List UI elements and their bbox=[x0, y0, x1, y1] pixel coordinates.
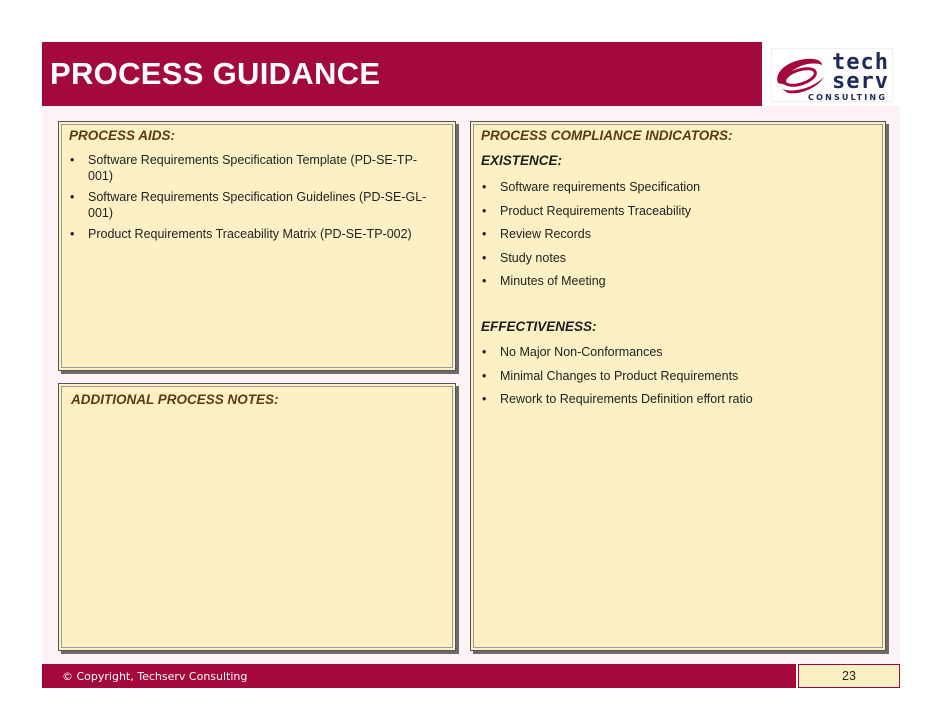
box-inner-border bbox=[61, 386, 453, 648]
logo-swirl-icon bbox=[772, 53, 828, 97]
bullet: • bbox=[482, 203, 487, 218]
bullet: • bbox=[70, 227, 75, 241]
list-item-text: Rework to Requirements Definition effort ratio bbox=[500, 392, 753, 406]
page-number: 23 bbox=[842, 669, 856, 683]
list-item bbox=[480, 226, 860, 242]
list-item bbox=[480, 344, 860, 360]
list-item-text: Study notes bbox=[500, 250, 567, 265]
effectiveness-heading: EFFECTIVENESS: bbox=[481, 319, 597, 334]
logo-text-tech: tech bbox=[832, 50, 889, 75]
copyright-text: © Copyright, Techserv Consulting bbox=[62, 670, 248, 683]
logo bbox=[763, 42, 900, 106]
logo-text-consulting: CONSULTING bbox=[808, 93, 888, 102]
existence-list bbox=[480, 179, 860, 297]
process-aids-box bbox=[58, 121, 456, 371]
process-aids-heading: PROCESS AIDS: bbox=[69, 128, 176, 143]
list-item-text: Minimal Changes to Product Requirements bbox=[500, 368, 739, 383]
list-item-text: Minutes of Meeting bbox=[500, 274, 606, 288]
effectiveness-list bbox=[480, 344, 860, 415]
bullet: • bbox=[482, 250, 487, 265]
list-item bbox=[480, 203, 860, 219]
title-bar bbox=[42, 42, 763, 106]
list-item-text: Software Requirements Specification Guidelines (PD-SE-GL- bbox=[88, 190, 427, 204]
compliance-heading: PROCESS COMPLIANCE INDICATORS: bbox=[481, 128, 733, 143]
list-item bbox=[68, 226, 448, 242]
list-item bbox=[68, 152, 448, 184]
compliance-indicators-box bbox=[470, 121, 886, 651]
additional-notes-heading: ADDITIONAL PROCESS NOTES: bbox=[71, 392, 279, 407]
bullet: • bbox=[482, 227, 487, 241]
list-item bbox=[480, 250, 860, 266]
list-item bbox=[480, 368, 860, 384]
bullet: • bbox=[70, 153, 75, 167]
list-item bbox=[480, 391, 860, 407]
list-item-text: Software Requirements Specification Template (PD-SE-TP- bbox=[88, 153, 418, 167]
list-item-text-continued: 001) bbox=[88, 169, 114, 183]
bullet: • bbox=[70, 190, 75, 204]
bullet: • bbox=[482, 274, 487, 288]
page-title: PROCESS GUIDANCE bbox=[50, 56, 381, 91]
list-item-text: Review Records bbox=[500, 227, 592, 241]
logo-frame bbox=[771, 48, 893, 102]
bullet: • bbox=[482, 368, 487, 383]
list-item bbox=[480, 179, 860, 195]
list-item-text: Software requirements Specification bbox=[500, 180, 701, 194]
page-number-box bbox=[798, 664, 900, 688]
logo-text-serv: serv bbox=[832, 69, 889, 94]
bullet: • bbox=[482, 345, 487, 359]
list-item bbox=[68, 189, 448, 221]
list-item-text-continued: 001) bbox=[88, 206, 114, 220]
list-item-text: Product Requirements Traceability bbox=[500, 203, 692, 218]
list-item-text: No Major Non-Conformances bbox=[500, 345, 663, 359]
additional-notes-box bbox=[58, 383, 456, 651]
bullet: • bbox=[482, 180, 487, 194]
list-item-text: Product Requirements Traceability Matrix (PD-SE-TP-002) bbox=[88, 227, 412, 241]
list-item bbox=[480, 273, 860, 289]
existence-heading: EXISTENCE: bbox=[481, 153, 563, 168]
bullet: • bbox=[482, 392, 487, 406]
footer-bar bbox=[42, 664, 796, 688]
process-aids-list bbox=[68, 152, 448, 247]
